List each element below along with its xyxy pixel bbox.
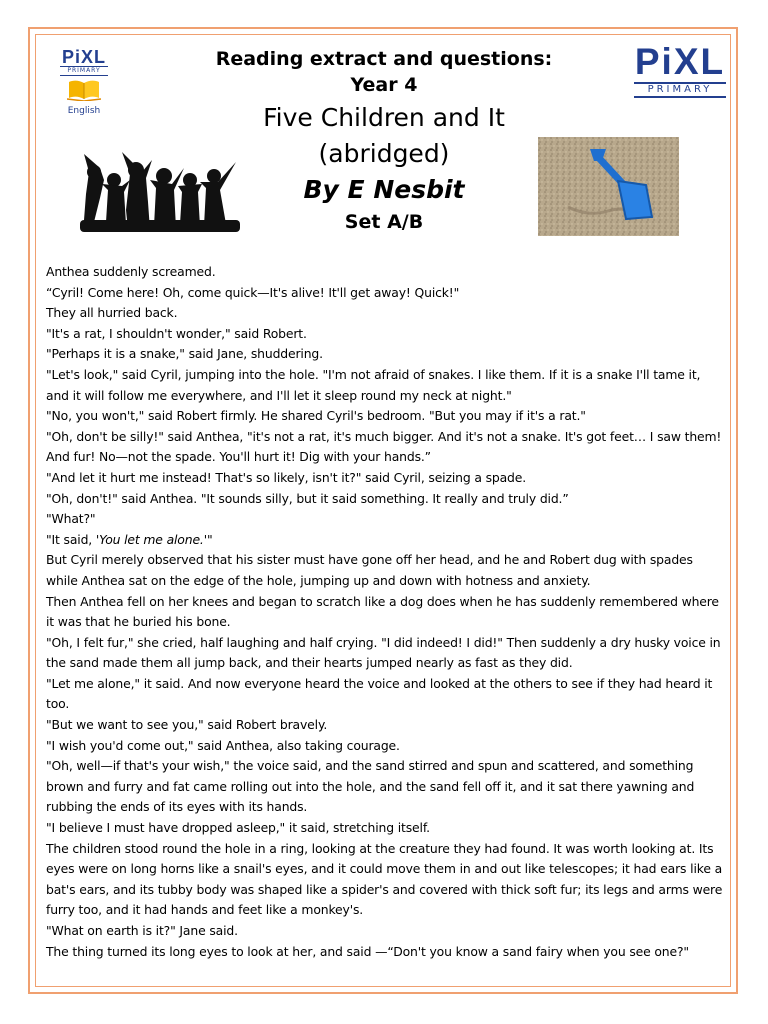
extract-paragraph: The children stood round the hole in a ring, looking at the creature they had found. It was worth looking at. Its eyes were on long horns like a snail's eyes, and it could move them in and out like telescopes; it had ears like a bat's ears, and its tubby body was shaped like a spider's and covered with thick soft fur; its legs and arms were furry too, and it had hands and feet like a monkey's. xyxy=(46,840,723,918)
extract-paragraph: They all hurried back. xyxy=(46,305,178,321)
extract-paragraph: "But we want to see you," said Robert bravely. xyxy=(46,717,328,733)
book-title-line2: (abridged) xyxy=(318,139,450,168)
extract-paragraph: "Oh, don't be silly!" said Anthea, "it's not a rat, it's much bigger. And it's not a snake. It's got feet… I saw them! And fur! No—not the spade. You'll hurt it! Dig with your hands.” xyxy=(46,428,722,465)
children-silhouette-image xyxy=(80,150,242,232)
extract-paragraph: "What?" xyxy=(46,511,96,527)
extract-paragraph: “Cyril! Come here! Oh, come quick—It's alive! It'll get away! Quick!" xyxy=(46,284,460,300)
author: By E Nesbit xyxy=(303,175,465,204)
extract-paragraph: "Let me alone," it said. And now everyone heard the voice and looked at the others to see if they had heard it too. xyxy=(46,675,713,712)
extract-paragraph: Then Anthea fell on her knees and began to scratch like a dog does when he has suddenly remembered where it was that he buried his bone. xyxy=(46,593,719,630)
extract-paragraph: "I believe I must have dropped asleep," it said, stretching itself. xyxy=(46,820,430,836)
logo-right-sub: PRIMARY xyxy=(634,82,726,98)
logo-left-subject: English xyxy=(67,106,101,116)
pixl-primary-logo xyxy=(634,42,726,102)
year-label: Year 4 xyxy=(350,74,418,96)
extract-paragraph: "Oh, I felt fur," she cried, half laughing and half crying. "I did indeed! I did!" Then suddenly a dry husky voice in the sand made them all jump back, and their hearts jumped nearly as fast as they did. xyxy=(46,634,721,671)
paragraph-emphasis: 'You let me alone.' xyxy=(95,531,207,547)
extract-paragraph: "Oh, well—if that's your wish," the voice said, and the sand stirred and spun and scattered, and something brown and furry and fat came rolling out into the hole, and the sand fell off it, and it sat there yawning and rubbing the ends of its eyes with its hands. xyxy=(46,758,695,815)
extract-paragraph: "What on earth is it?" Jane said. xyxy=(46,923,238,938)
extract-paragraph: The thing turned its long eyes to look at her, and said —“Don't you know a sand fairy when you see one?" xyxy=(46,943,689,959)
page-header xyxy=(200,46,568,236)
logo-right-name: PiXL xyxy=(634,41,726,82)
extract-paragraph: "I wish you'd come out," said Anthea, also taking courage. xyxy=(46,737,400,753)
paragraph-text: "It said, xyxy=(46,531,96,547)
set-label: Set A/B xyxy=(344,211,424,233)
extract-paragraph: "And let it hurt me instead! That's so likely, isn't it?" said Cyril, seizing a spade. xyxy=(46,469,527,485)
extract-paragraph: "Perhaps it is a snake," said Jane, shuddering. xyxy=(46,346,323,362)
extract-paragraph xyxy=(46,530,726,551)
extract-paragraph: "It's a rat, I shouldn't wonder," said Robert. xyxy=(46,325,307,341)
extract-paragraph: "No, you won't," said Robert firmly. He shared Cyril's bedroom. "But you may if it's a rat." xyxy=(46,408,586,424)
spade-in-sand-image xyxy=(538,137,679,236)
pixl-primary-english-logo xyxy=(56,48,112,128)
paragraph-text: " xyxy=(206,531,213,547)
reading-extract xyxy=(46,262,726,962)
logo-left-sub: PRIMARY xyxy=(60,66,108,76)
extract-paragraph: Anthea suddenly screamed. xyxy=(46,264,216,279)
logo-left-name: PiXL xyxy=(61,47,106,67)
book-title-line1: Five Children and It xyxy=(263,103,505,132)
page-title: Reading extract and questions: xyxy=(215,48,553,70)
extract-paragraph: But Cyril merely observed that his sister must have gone off her head, and he and Robert dug with spades while Anthea sat on the edge of the hole, jumping up and down with hotness and anxiety. xyxy=(46,552,693,588)
extract-paragraph: "Let's look," said Cyril, jumping into the hole. "I'm not afraid of snakes. I like them. If it is a snake I'll tame it, and it will follow me everywhere, and I'll let it sleep round my neck at night." xyxy=(46,366,701,403)
extract-paragraph: "Oh, don't!" said Anthea. "It sounds silly, but it said something. It really and truly did.” xyxy=(46,490,569,506)
book-icon xyxy=(67,79,101,101)
